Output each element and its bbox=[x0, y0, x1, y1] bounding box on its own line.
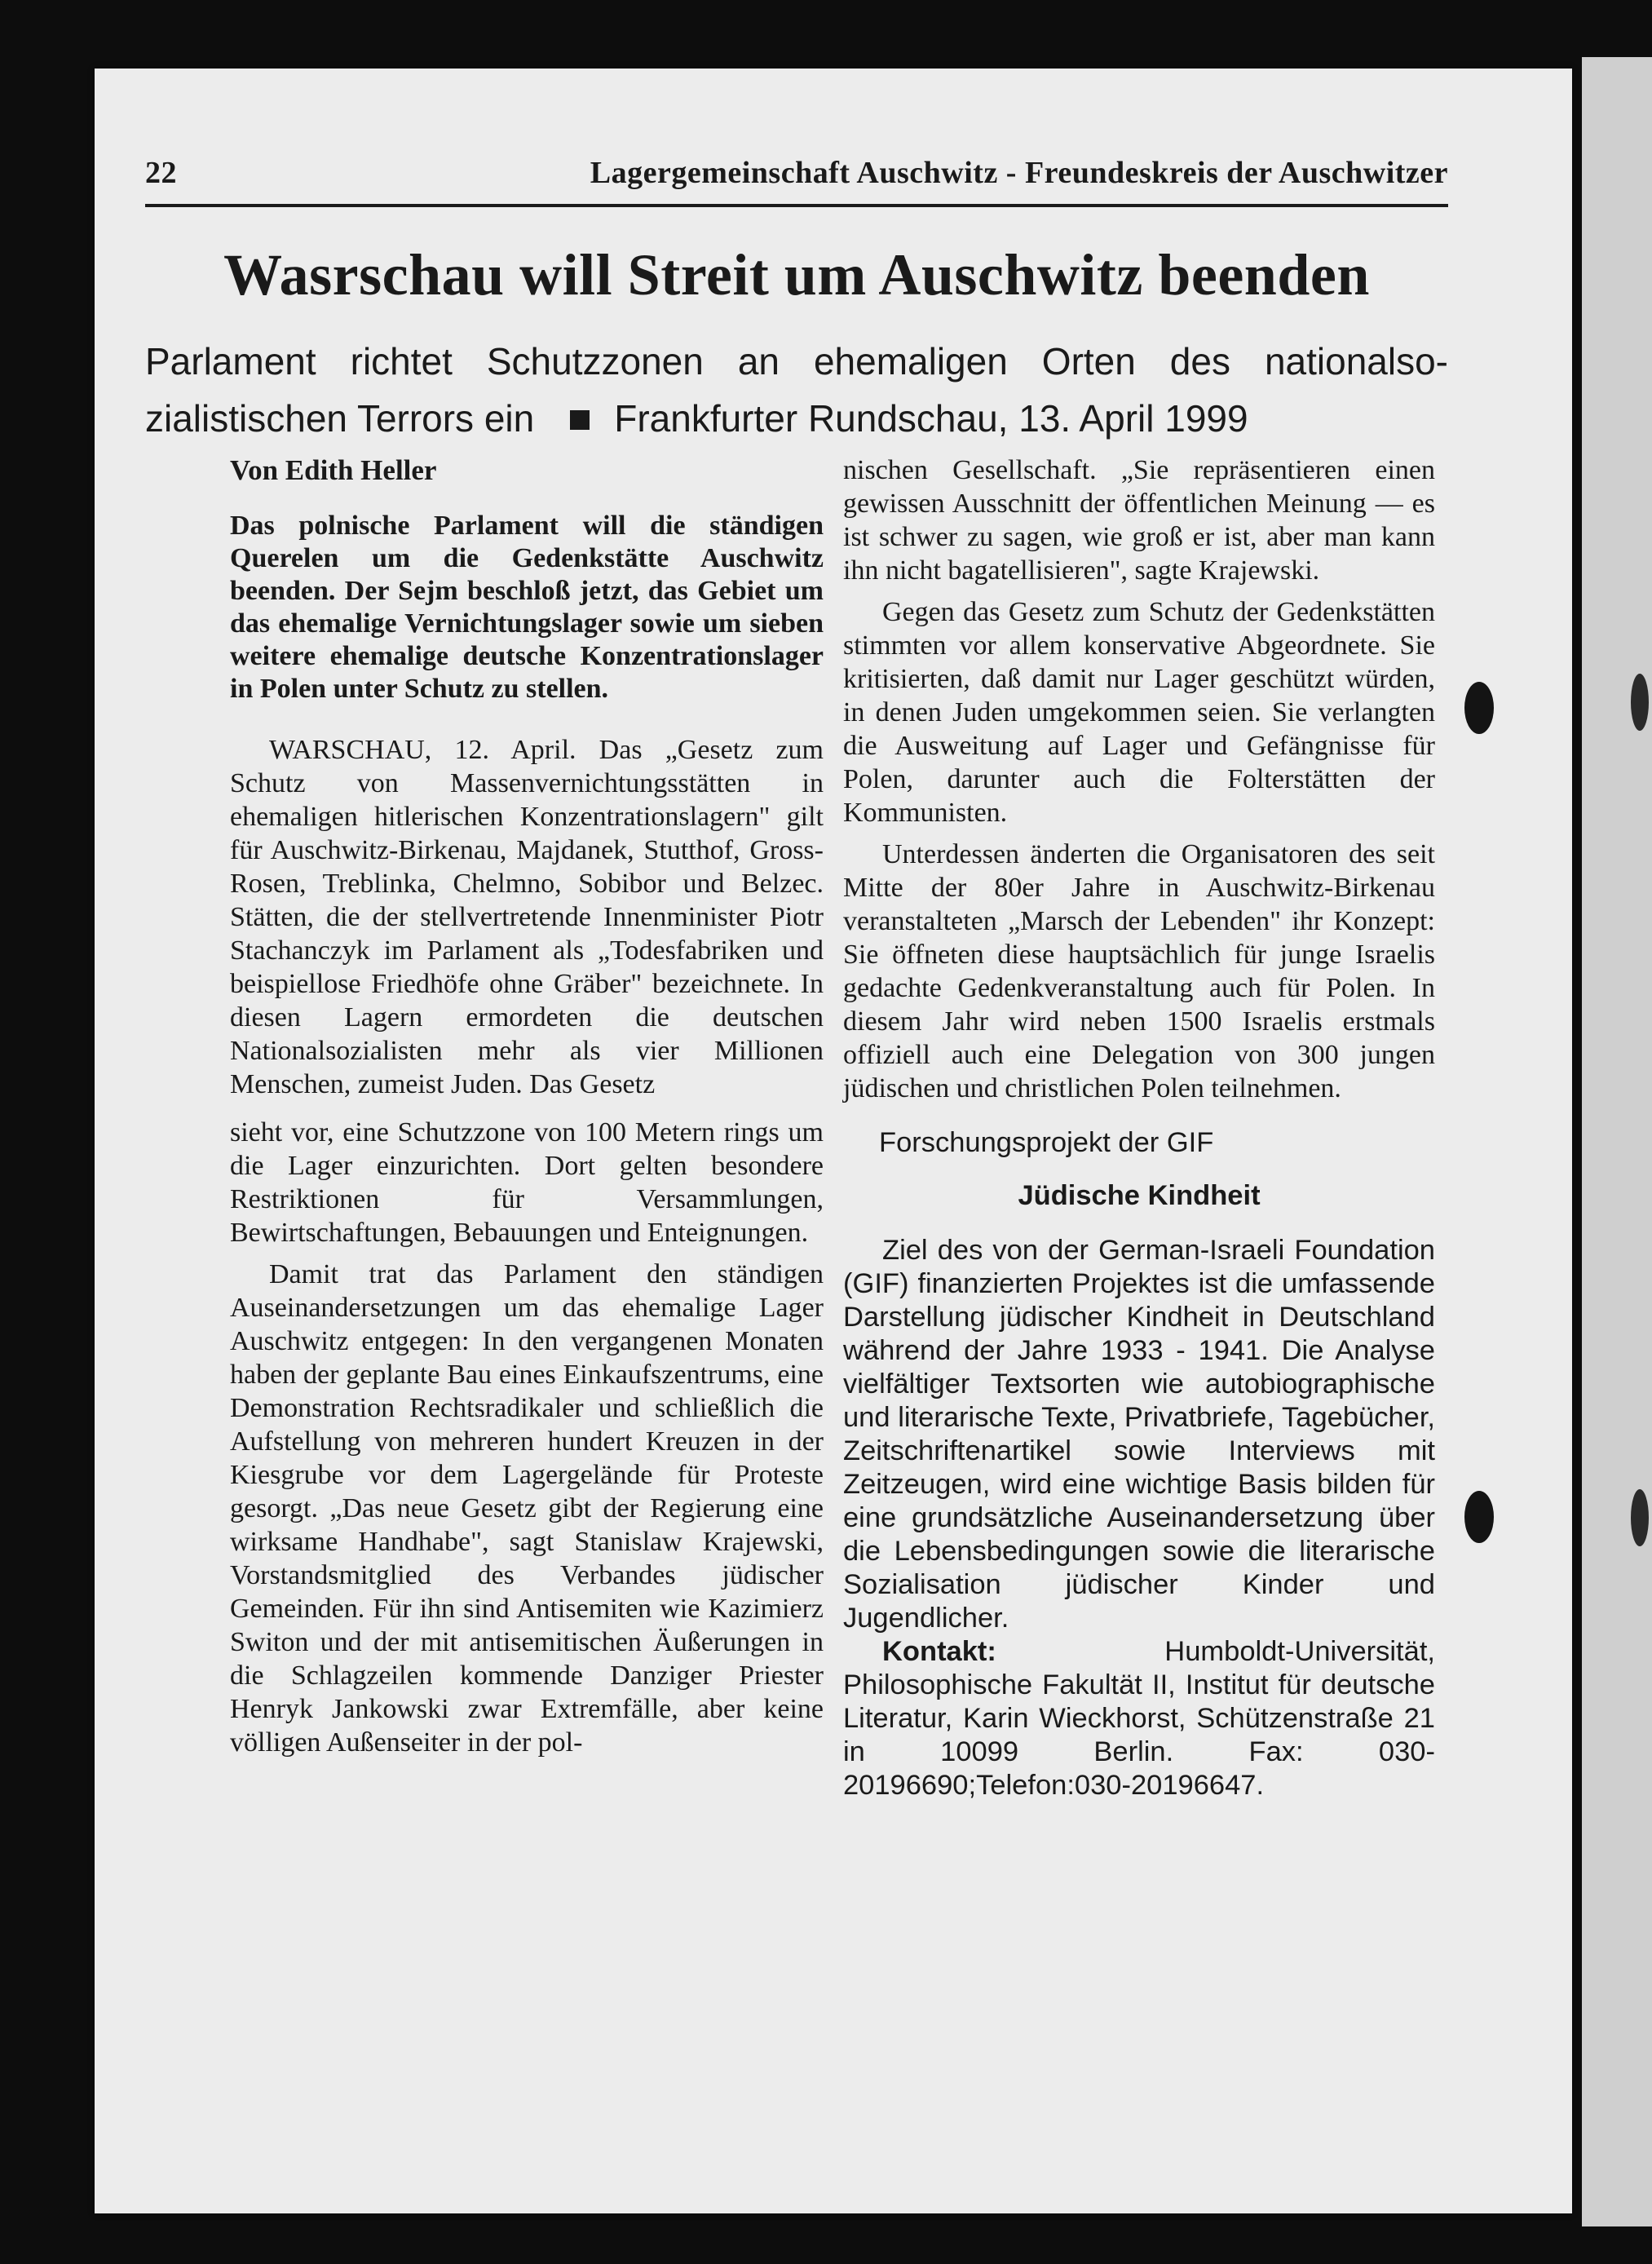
subheadline-line-2 bbox=[145, 390, 1448, 447]
research-project-box bbox=[843, 1126, 1435, 1802]
article-byline: Von Edith Heller bbox=[230, 454, 437, 486]
subheadline-line-1: Parlament richtet Schutzzonen an ehemaligen Orten des nationalso- bbox=[145, 340, 1448, 382]
article-column-right bbox=[843, 453, 1435, 1802]
contact-details: Humboldt-Universität, Philosophische Fakultät II, Institut für deutsche Literatur, Karin Wieckhorst, Schützenstraße 21 in 10099 Berlin. Fax: 030-20196690;Telefon:030-20196647. bbox=[843, 1636, 1435, 1801]
square-bullet-icon bbox=[570, 410, 590, 430]
subheadline-text: zialistischen Terrors ein bbox=[145, 397, 535, 440]
box-kicker: Forschungsprojekt der GIF bbox=[879, 1127, 1214, 1158]
article-paragraph: sieht vor, eine Schutzzone von 100 Metern rings um die Lager einzurichten. Dort gelten besondere Restriktionen für Versammlungen, Bewirtschaftungen, Bebauungen und Enteignungen. bbox=[230, 1117, 824, 1248]
publication-title: Lagergemeinschaft Auschwitz - Freundeskreis der Auschwitzer bbox=[590, 156, 1448, 190]
article-headline: Wasrschau will Streit um Auschwitz beenden bbox=[223, 242, 1370, 307]
contact-label: Kontakt: bbox=[882, 1636, 996, 1667]
box-paragraph: Ziel des von der German-Israeli Foundation (GIF) finanzierten Projektes ist die umfassende Darstellung jüdischer Kindheit in Deutschland während der Jahre 1933 - 1941. Die Analyse vielfältiger Textsorten wie autobiographische und literarische Texte, Privatbriefe, Tagebücher, Zeitschriftenartikel sowie Interviews mit Zeitzeugen, wird eine wichtige Basis bilden für eine grundsätzliche Auseinandersetzung über die Lebensbedingungen sowie die literarische Sozialisation jüdischer Kinder und Jugendlicher. bbox=[843, 1235, 1435, 1634]
adjacent-page-edge bbox=[1582, 57, 1652, 2226]
article-paragraph: Damit trat das Parlament den ständigen Auseinandersetzungen um das ehemalige Lager Auschwitz entgegen: In den vergangenen Monaten haben der geplante Bau eines Einkaufszentrums, eine Demonstration Rechtsradikaler und schließlich die Aufstellung von mehreren hundert Kreuzen in der Kiesgrube vor dem Lagergelände für Proteste gesorgt. „Das neue Gesetz gibt der Regierung eine wirksame Handhabe", sagt Stanislaw Krajewski, Vorstandsmitglied des Verbandes jüdischer Gemeinden. Für ihn sind Antisemiten wie Kazimierz Switon und der mit antisemitischen Äußerungen in die Schlagzeilen kommende Danziger Priester Henryk Jankowski zwar Extremfälle, aber keine völligen Außenseiter in der pol- bbox=[230, 1259, 824, 1758]
article-lead: Das polnische Parlament will die ständigen Querelen um die Gedenkstätte Auschwitz beenden. Der Sejm beschloß jetzt, das Gebiet um das ehemalige Vernichtungslager sowie um sieben weitere ehemalige deutsche Konzentrationslager in Polen unter Schutz zu stellen. bbox=[230, 511, 824, 704]
article-column-left bbox=[230, 453, 824, 1759]
article-paragraph: nischen Gesellschaft. „Sie repräsentieren einen gewissen Ausschnitt der öffentlichen Meinung — es ist schwer zu sagen, wie groß er ist, aber man kann ihn nicht bagatellisieren", sagte Krajewski. bbox=[843, 455, 1435, 586]
article-paragraph: Unterdessen änderten die Organisatoren des seit Mitte der 80er Jahre in Auschwitz-Birkenau veranstalteten „Marsch der Lebenden" ihr Konzept: Sie öffneten diese hauptsächlich für junge Israelis gedachte Gedenkveranstaltung auch für Polen. In diesem Jahr wird neben 1500 Israelis erstmals offiziell auch eine Delegation von 300 jungen jüdischen und christlichen Polen teilnehmen. bbox=[843, 839, 1435, 1103]
box-headline: Jüdische Kindheit bbox=[1018, 1180, 1261, 1211]
source-credit: Frankfurter Rundschau, 13. April 1999 bbox=[614, 397, 1248, 440]
page-header bbox=[145, 152, 1448, 207]
article-paragraph: Gegen das Gesetz zum Schutz der Gedenkstätten stimmten vor allem konservative Abgeordnete. Sie kritisierten, daß damit nur Lager geschützt würden, in denen Juden umgekommen seien. Sie verlangten die Ausweitung auf Lager und Gefängnisse für Polen, darunter auch die Folterstätten der Kommunisten. bbox=[843, 597, 1435, 828]
article-subheadline bbox=[145, 333, 1448, 447]
punch-hole bbox=[1464, 682, 1494, 734]
punch-hole bbox=[1631, 674, 1649, 731]
box-contact bbox=[843, 1635, 1435, 1802]
article-paragraph: WARSCHAU, 12. April. Das „Gesetz zum Schutz von Massenvernichtungsstätten in ehemaligen hitlerischen Konzentrationslagern" gilt für Auschwitz-Birkenau, Majdanek, Stutthof, Gross-Rosen, Treblinka, Chelmno, Sobibor und Belzec. Stätten, die der stellvertretende Innenminister Piotr Stachanczyk im Parlament als „Todesfabriken und beispiellose Friedhöfe ohne Gräber" bezeichnete. In diesen Lagern ermordeten die deutschen Nationalsozialisten mehr als vier Millionen Menschen, zumeist Juden. Das Gesetz bbox=[230, 735, 824, 1099]
punch-hole bbox=[1464, 1491, 1494, 1543]
page-number: 22 bbox=[145, 156, 177, 190]
punch-hole bbox=[1631, 1489, 1649, 1546]
